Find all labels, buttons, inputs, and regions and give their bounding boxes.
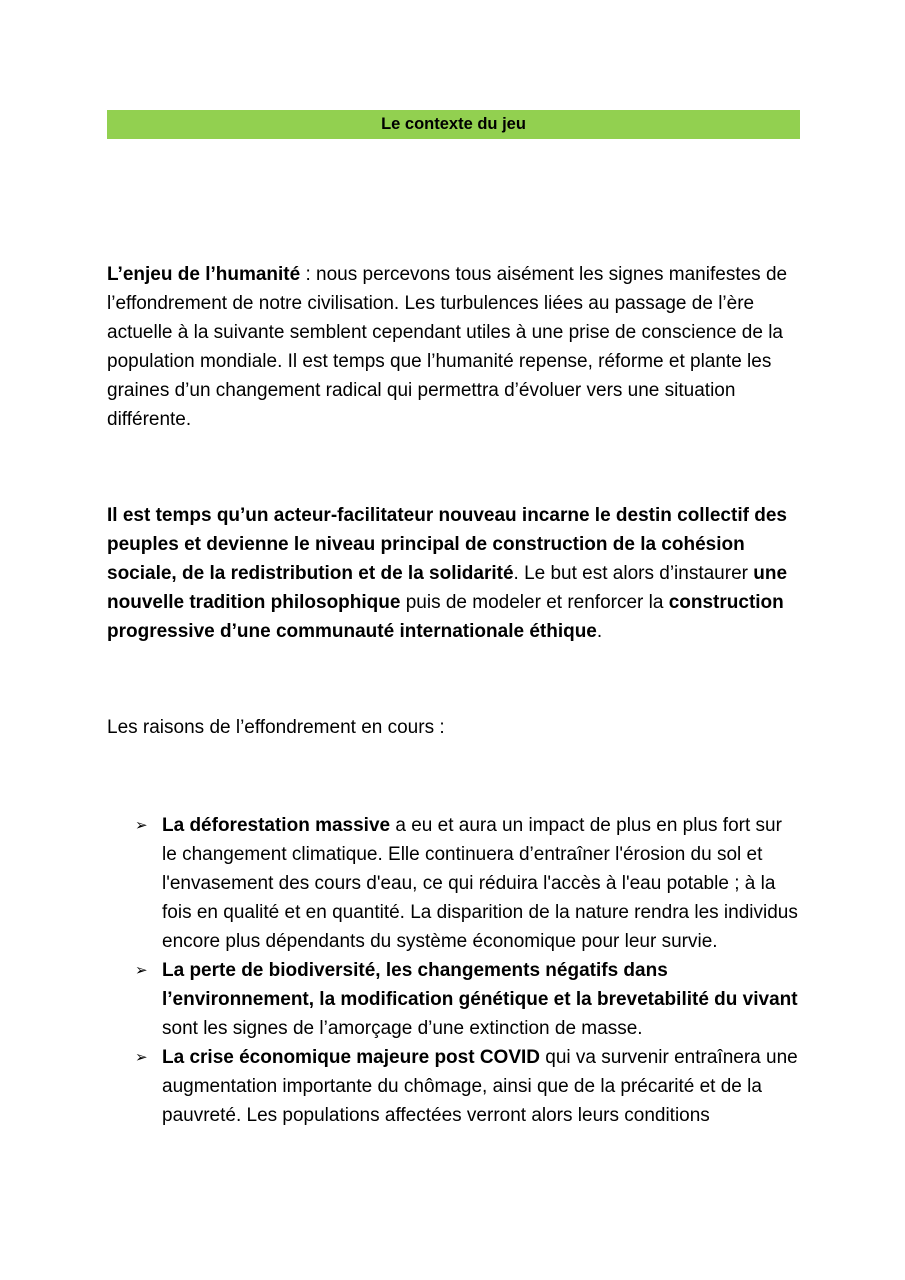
arrow-bullet-icon: ➢	[135, 817, 148, 834]
section-header	[107, 110, 800, 139]
bullet-crise-economique: La crise économique majeure post COVID qui va survenir entraînera une augmentation importante du chômage, ainsi que de la précarité et de la pauvreté. Les populations affectées verront alors leurs conditions	[162, 1047, 798, 1126]
paragraph-enjeu-humanite: L’enjeu de l’humanité : nous percevons tous aisément les signes manifestes de l’effondrement de notre civilisation. Les turbulences liées au passage de l’ère actuelle à la suivante semblent cependant utiles à une prise de conscience de la population mondiale. Il est temps que l’humanité repense, réforme et plante les graines d’un changement radical qui permettra d’évoluer vers une situation différente.	[107, 264, 788, 430]
list-item	[135, 811, 800, 956]
reasons-list	[107, 811, 800, 1130]
paragraph-raisons-intro: Les raisons de l’effondrement en cours :	[107, 717, 445, 738]
bullet-deforestation: La déforestation massive a eu et aura un impact de plus en plus fort sur le changement climatique. Elle continuera d’entraîner l'érosion du sol et l'envasement des cours d'eau, ce qui réduira l'accès à l'eau potable ; à la fois en qualité et en quantité. La disparition de la nature rendra les individus encore plus dépendants du système économique pour leur survie.	[162, 815, 798, 952]
list-item	[135, 956, 800, 1043]
section-title: Le contexte du jeu	[381, 115, 526, 133]
paragraph-acteur-facilitateur: Il est temps qu’un acteur-facilitateur nouveau incarne le destin collectif des peuples et devienne le niveau principal de construction de la cohésion sociale, de la redistribution et de la solidarité. Le but est alors d’instaurer une nouvelle tradition philosophique puis de modeler et renforcer la construction progressive d’une communauté internationale éthique.	[107, 505, 788, 642]
arrow-bullet-icon: ➢	[135, 962, 148, 979]
list-item	[135, 1043, 800, 1130]
bullet-biodiversite: La perte de biodiversité, les changements négatifs dans l’environnement, la modification génétique et la brevetabilité du vivant sont les signes de l’amorçage d’une extinction de masse.	[162, 960, 798, 1039]
arrow-bullet-icon: ➢	[135, 1049, 148, 1066]
